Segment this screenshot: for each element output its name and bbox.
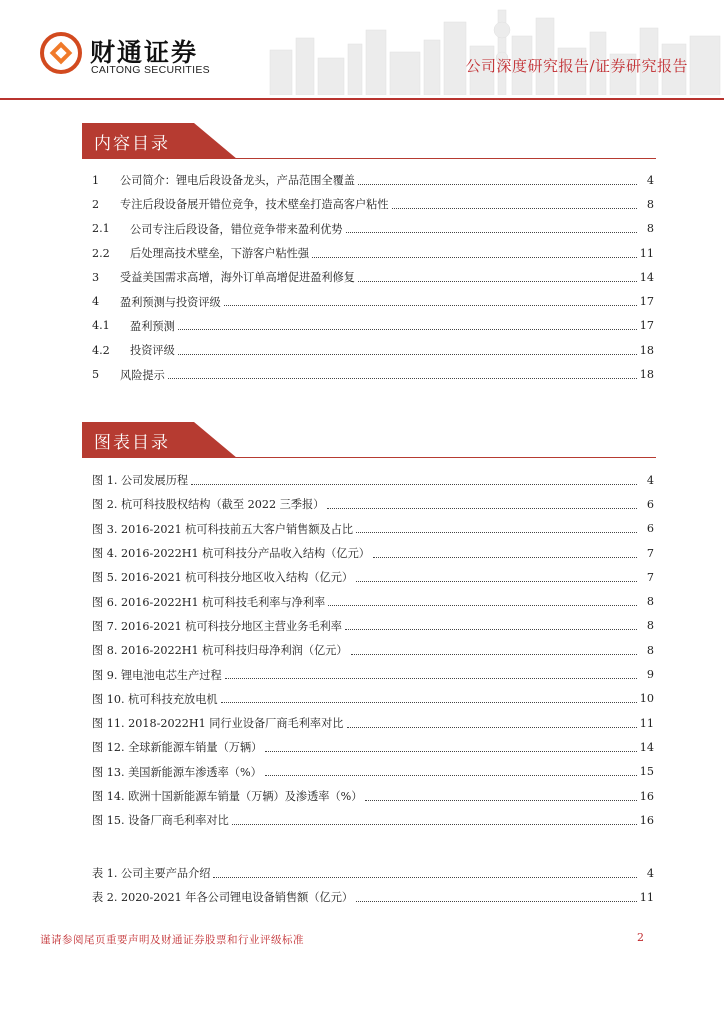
toc-entry[interactable] xyxy=(92,314,654,338)
toc-entry-page: 6 xyxy=(646,522,654,536)
toc-entry[interactable] xyxy=(92,885,654,909)
toc-entry-title: 图 8. 2016-2022H1 杭可科技归母净利润（亿元） xyxy=(92,644,348,658)
toc-dot-leader xyxy=(351,654,637,655)
toc-entry-number: 5 xyxy=(92,368,100,382)
toc-dot-leader xyxy=(168,378,637,379)
toc-entry-title: 投资评级 xyxy=(130,344,175,358)
toc-entry-page: 8 xyxy=(646,197,654,211)
toc-entry-page: 8 xyxy=(646,222,654,236)
toc-entry[interactable] xyxy=(92,687,654,711)
toc-entry-title: 图 14. 欧洲十国新能源车销量（万辆）及渗透率（%） xyxy=(92,790,363,803)
toc-entry-page: 11 xyxy=(639,246,654,260)
toc-entry-title: 图 13. 美国新能源车渗透率（%） xyxy=(92,765,262,779)
toc-dot-leader xyxy=(373,557,637,558)
toc-entry-page: 14 xyxy=(639,740,654,754)
toc-entry-title: 专注后段设备展开错位竞争，技术壁垒打造高客户粘性 xyxy=(120,198,389,212)
toc-entry-title: 风险提示 xyxy=(120,368,165,382)
toc-entry-page: 11 xyxy=(639,716,654,730)
toc-entry[interactable] xyxy=(92,492,654,516)
toc-entry-number: 3 xyxy=(92,270,100,284)
header-divider xyxy=(0,98,724,100)
toc-entry-number: 2.1 xyxy=(92,222,110,236)
toc-entry-number: 4.2 xyxy=(92,343,110,357)
toc-entry-number: 4 xyxy=(92,295,100,309)
toc-entry-title: 图 10. 杭可科技充放电机 xyxy=(92,692,218,706)
contents-title: 内容目录 xyxy=(94,134,170,154)
toc-dot-leader xyxy=(328,605,637,606)
toc-entry-number: 2 xyxy=(92,197,100,211)
toc-entry-title: 图 9. 锂电池电芯生产过程 xyxy=(92,668,222,682)
toc-entry-title: 盈利预测与投资评级 xyxy=(120,295,221,309)
toc-entry-title: 公司专注后段设备，错位竞争带来盈利优势 xyxy=(130,222,343,236)
toc-entry-number: 2.2 xyxy=(92,246,110,260)
toc-dot-leader xyxy=(347,727,637,728)
figures-title: 图表目录 xyxy=(94,433,170,453)
toc-entry[interactable] xyxy=(92,362,654,386)
toc-entry-title: 图 6. 2016-2022H1 杭可科技毛利率与净利率 xyxy=(92,595,326,609)
toc-entry[interactable] xyxy=(92,289,654,313)
toc-entry-title: 受益美国需求高增，海外订单高增促进盈利修复 xyxy=(120,271,355,285)
toc-dot-leader xyxy=(358,184,637,185)
toc-entry-page: 4 xyxy=(646,173,654,187)
toc-dot-leader xyxy=(356,901,637,902)
toc-entry-page: 8 xyxy=(646,619,654,633)
toc-entry-page: 7 xyxy=(646,570,654,584)
toc-dot-leader xyxy=(346,232,637,233)
toc-entry-page: 8 xyxy=(646,595,654,609)
toc-entry-page: 9 xyxy=(646,668,654,682)
toc-entry[interactable] xyxy=(92,735,654,759)
toc-entry-page: 14 xyxy=(639,270,654,284)
toc-dot-leader xyxy=(392,208,637,209)
toc-dot-leader xyxy=(178,354,637,355)
toc-entry-title: 图 4. 2016-2022H1 杭可科技分产品收入结构（亿元） xyxy=(92,547,370,561)
toc-entry[interactable] xyxy=(92,241,654,265)
toc-entry-title: 图 5. 2016-2021 杭可科技分地区收入结构（亿元） xyxy=(92,571,354,585)
toc-entry[interactable] xyxy=(92,638,654,662)
toc-entry[interactable] xyxy=(92,614,654,638)
toc-dot-leader xyxy=(356,532,637,533)
toc-entry-title: 图 7. 2016-2021 杭可科技分地区主营业务毛利率 xyxy=(92,619,342,633)
toc-entry-title: 公司简介：锂电后段设备龙头，产品范围全覆盖 xyxy=(120,174,355,188)
toc-entry-page: 18 xyxy=(639,368,654,382)
toc-dot-leader xyxy=(224,305,637,306)
toc-entry-page: 16 xyxy=(639,813,654,827)
toc-dot-leader xyxy=(327,508,637,509)
toc-entry[interactable] xyxy=(92,468,654,492)
brand-name-en: CAITONG SECURITIES xyxy=(91,64,210,76)
caitong-logo-icon xyxy=(40,32,82,74)
toc-dot-leader xyxy=(265,751,636,752)
toc-dot-leader xyxy=(345,629,637,630)
page-number: 2 xyxy=(637,931,644,944)
toc-entry-title: 表 1. 公司主要产品介绍 xyxy=(92,867,211,881)
toc-entry-title: 后处理高技术壁垒，下游客户粘性强 xyxy=(130,247,310,261)
toc-dot-leader xyxy=(213,877,637,878)
toc-entry[interactable] xyxy=(92,760,654,784)
toc-dot-leader xyxy=(358,281,637,282)
toc-dot-leader xyxy=(312,257,637,258)
tables-list xyxy=(92,861,654,910)
toc-dot-leader xyxy=(178,329,637,330)
toc-entry-page: 11 xyxy=(639,890,654,904)
section-divider xyxy=(82,457,656,458)
toc-dot-leader xyxy=(365,800,636,801)
toc-entry[interactable] xyxy=(92,541,654,565)
toc-entry[interactable] xyxy=(92,192,654,216)
disclaimer-note: 谨请参阅尾页重要声明及财通证券股票和行业评级标准 xyxy=(40,934,304,946)
toc-entry-title: 图 11. 2018-2022H1 同行业设备厂商毛利率对比 xyxy=(92,717,344,731)
toc-entry-page: 17 xyxy=(639,319,654,333)
figures-list xyxy=(92,468,654,832)
toc-entry[interactable] xyxy=(92,589,654,613)
toc-entry[interactable] xyxy=(92,565,654,589)
toc-entry-page: 4 xyxy=(646,866,654,880)
toc-entry-page: 7 xyxy=(646,546,654,560)
toc-entry[interactable] xyxy=(92,784,654,808)
toc-entry-title: 图 3. 2016-2021 杭可科技前五大客户销售额及占比 xyxy=(92,522,354,536)
toc-entry-page: 17 xyxy=(639,295,654,309)
toc-entry[interactable] xyxy=(92,711,654,735)
section-divider xyxy=(82,158,656,159)
toc-entry-page: 18 xyxy=(639,343,654,357)
city-skyline-decoration xyxy=(230,0,724,95)
toc-entry[interactable] xyxy=(92,265,654,289)
contents-section-header xyxy=(82,123,656,161)
toc-entry-page: 10 xyxy=(639,692,654,706)
toc-entry-page: 4 xyxy=(646,473,654,487)
toc-entry-page: 8 xyxy=(646,643,654,657)
toc-entry-title: 图 15. 设备厂商毛利率对比 xyxy=(92,814,229,828)
toc-entry[interactable] xyxy=(92,517,654,541)
toc-entry-title: 表 2. 2020-2021 年各公司锂电设备销售额（亿元） xyxy=(92,891,354,905)
toc-entry-number: 4.1 xyxy=(92,319,110,333)
figures-section-header xyxy=(82,422,656,460)
toc-dot-leader xyxy=(191,484,637,485)
toc-entry-page: 15 xyxy=(639,765,654,779)
report-type-label: 公司深度研究报告/证券研究报告 xyxy=(465,57,688,75)
toc-entry[interactable] xyxy=(92,808,654,832)
toc-entry[interactable] xyxy=(92,217,654,241)
toc-entry-title: 图 12. 全球新能源车销量（万辆） xyxy=(92,741,263,755)
toc-dot-leader xyxy=(232,824,637,825)
contents-list xyxy=(92,168,654,387)
toc-entry[interactable] xyxy=(92,861,654,885)
toc-entry-number: 1 xyxy=(92,173,100,187)
toc-dot-leader xyxy=(225,678,637,679)
toc-dot-leader xyxy=(356,581,637,582)
toc-entry-page: 16 xyxy=(639,789,654,803)
toc-entry-title: 盈利预测 xyxy=(130,319,175,333)
toc-entry[interactable] xyxy=(92,168,654,192)
toc-entry[interactable] xyxy=(92,338,654,362)
toc-entry-title: 图 2. 杭可科技股权结构（截至 2022 三季报） xyxy=(92,498,325,512)
toc-entry-page: 6 xyxy=(646,497,654,511)
toc-dot-leader xyxy=(221,702,637,703)
toc-dot-leader xyxy=(265,775,637,776)
page-header xyxy=(0,0,724,106)
brand-name-cn: 财通证券 xyxy=(90,38,199,67)
toc-entry[interactable] xyxy=(92,662,654,686)
toc-entry-title: 图 1. 公司发展历程 xyxy=(92,474,189,488)
